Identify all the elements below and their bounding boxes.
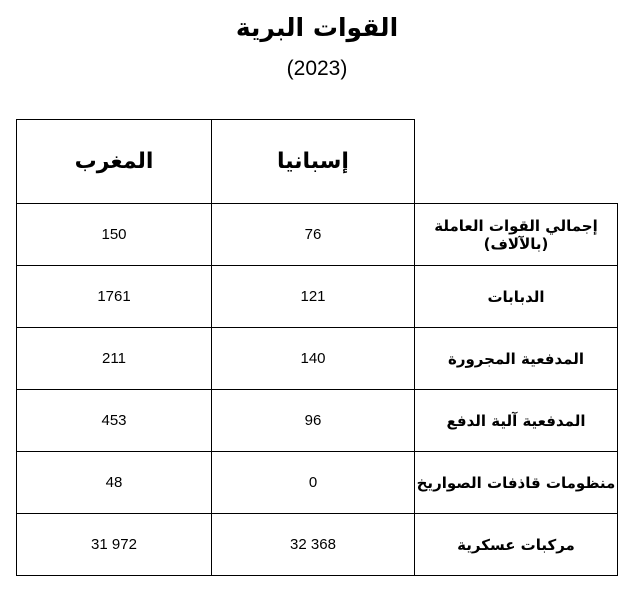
row-label: الدبابات <box>415 266 618 328</box>
header-row <box>17 120 618 204</box>
page-subtitle-year: (2023) <box>286 57 348 80</box>
spain-value: 32 368 <box>212 514 415 576</box>
morocco-value: 31 972 <box>17 514 212 576</box>
row-label: منظومات قاذفات الصواريخ <box>415 452 618 514</box>
spain-value: 96 <box>212 390 415 452</box>
table-row <box>17 204 618 266</box>
spain-value: 140 <box>212 328 415 390</box>
table-row <box>17 514 618 576</box>
table-row <box>17 390 618 452</box>
row-label: المدفعية آلية الدفع <box>415 390 618 452</box>
table-row <box>17 266 618 328</box>
morocco-value: 150 <box>17 204 212 266</box>
header-empty-cell <box>415 120 618 204</box>
spain-value: 121 <box>212 266 415 328</box>
spain-value: 76 <box>212 204 415 266</box>
row-label: مركبات عسكرية <box>415 514 618 576</box>
row-label: إجمالي القوات العاملة (بالآلاف) <box>415 204 618 266</box>
page-title: القوات البرية <box>235 13 399 42</box>
header-spain: إسبانيا <box>212 120 415 204</box>
land-forces-table <box>16 119 618 576</box>
row-label: المدفعية المجرورة <box>415 328 618 390</box>
spain-value: 0 <box>212 452 415 514</box>
table-row <box>17 328 618 390</box>
table-row <box>17 452 618 514</box>
morocco-value: 48 <box>17 452 212 514</box>
header-morocco: المغرب <box>17 120 212 204</box>
morocco-value: 211 <box>17 328 212 390</box>
morocco-value: 453 <box>17 390 212 452</box>
morocco-value: 1761 <box>17 266 212 328</box>
